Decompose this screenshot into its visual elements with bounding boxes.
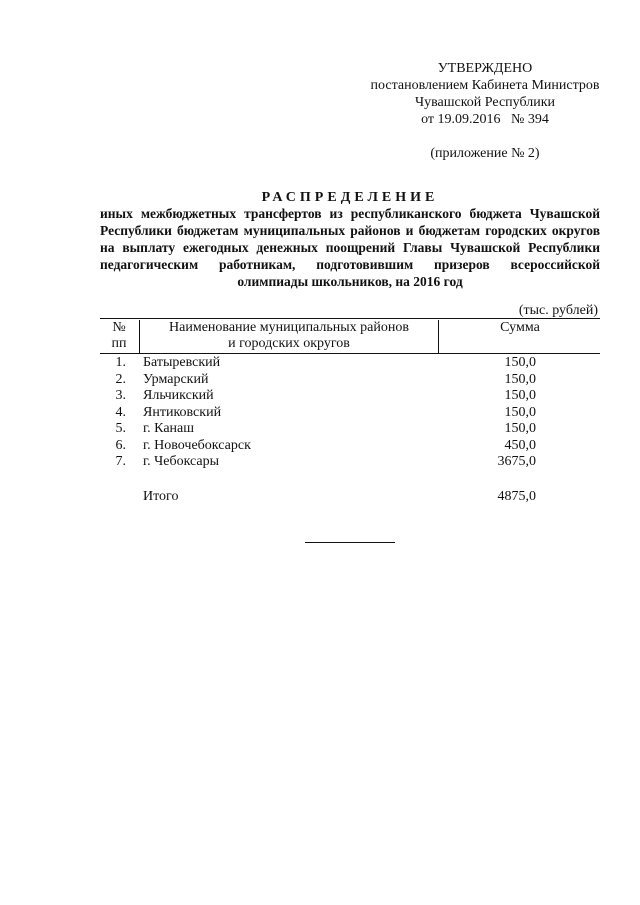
document-subtitle: иных межбюджетных трансфертов из республиканского бюджета Чувашской Республики бюджетам муниципальных районов и бюджетам городских округов на выплату ежегодных денежных поощрений Главы Чувашской Республики педагогическим работникам, подготовившим призеров всероссийской олимпиады школьников, на 2016 год <box>100 206 600 289</box>
row-number: 7. <box>115 454 126 469</box>
table-row <box>100 421 600 438</box>
row-sum: 150,0 <box>504 371 536 387</box>
row-number: 5. <box>115 421 126 436</box>
row-sum: 150,0 <box>504 355 536 370</box>
table-row <box>100 372 600 389</box>
row-sum: 3675,0 <box>497 454 536 469</box>
row-name: Урмарский <box>143 371 209 387</box>
header-number: № пп <box>111 320 127 351</box>
header-sum: Сумма <box>500 320 540 335</box>
approval-issuer: постановлением Кабинета Министров <box>370 78 600 93</box>
approval-block <box>340 60 630 162</box>
row-name: г. Канаш <box>143 421 195 436</box>
table-header <box>100 318 600 354</box>
row-sum: 150,0 <box>504 404 536 420</box>
row-name: Янтиковский <box>143 404 222 420</box>
total-sum: 4875,0 <box>497 488 536 504</box>
total-label: Итого <box>143 488 179 504</box>
approval-heading: УТВЕРЖДЕНО <box>437 61 533 76</box>
row-name: Батыревский <box>143 355 221 370</box>
table-row <box>100 438 600 455</box>
appendix-label: (приложение № 2) <box>430 146 540 161</box>
row-sum: 150,0 <box>504 388 536 403</box>
closing-divider <box>305 542 395 543</box>
table-row <box>100 388 600 405</box>
row-number: 1. <box>115 355 126 370</box>
approval-republic: Чувашской Республики <box>414 95 556 110</box>
row-number: 4. <box>115 404 126 420</box>
row-number: 3. <box>115 388 126 403</box>
document-title: РАСПРЕДЕЛЕНИЕ <box>261 190 439 205</box>
total-row <box>100 489 600 506</box>
table-row <box>100 454 600 471</box>
row-sum: 450,0 <box>504 437 536 453</box>
row-number: 2. <box>115 371 126 387</box>
row-sum: 150,0 <box>504 421 536 436</box>
header-name: Наименование муниципальных районов и городских округов <box>139 320 439 353</box>
table-row <box>100 405 600 422</box>
row-number: 6. <box>115 437 126 453</box>
units-label: (тыс. рублей) <box>518 303 598 318</box>
approval-date-number: от 19.09.2016 № 394 <box>421 112 549 127</box>
table-row <box>100 355 600 372</box>
distribution-table <box>100 318 600 505</box>
row-name: Яльчикский <box>143 388 214 403</box>
row-name: г. Новочебоксарск <box>143 437 251 453</box>
row-name: г. Чебоксары <box>143 454 220 469</box>
